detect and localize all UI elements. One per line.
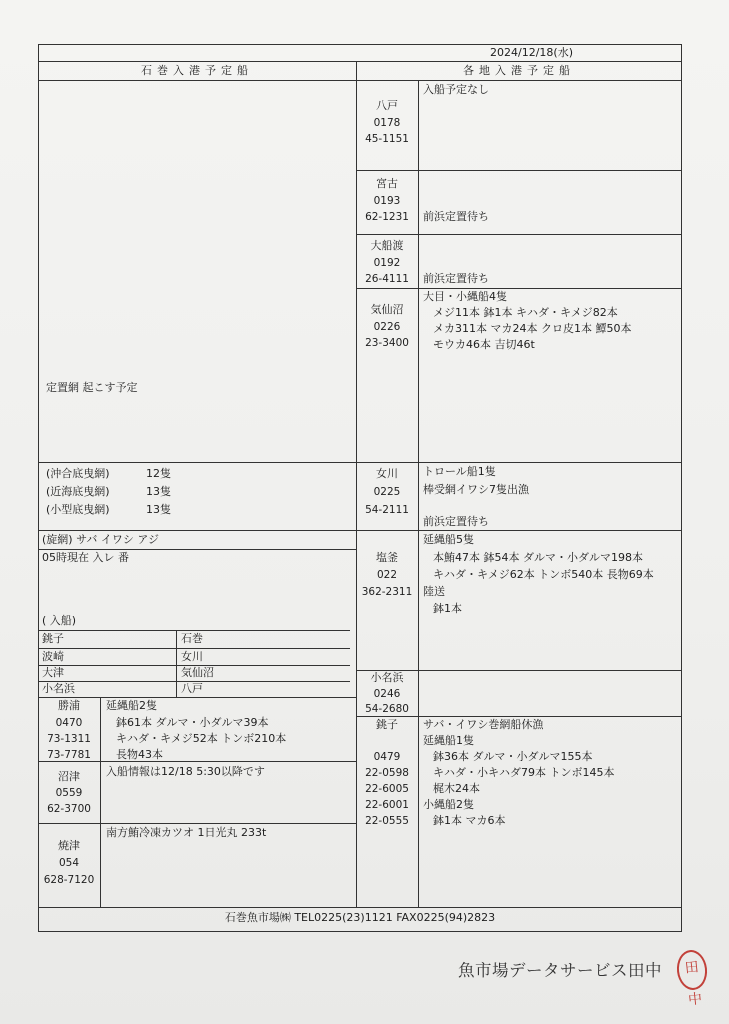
port-right-1: 石巻 xyxy=(181,632,203,645)
tel-choshi-1: 0479 xyxy=(373,751,401,763)
trawl-count-1: 12隻 xyxy=(146,467,171,480)
trawl-count-3: 13隻 xyxy=(146,503,171,516)
tel-yaizu-2: 628-7120 xyxy=(43,874,95,886)
tel-choshi-2: 22-0598 xyxy=(365,767,409,779)
tel-kesennuma-1: 0226 xyxy=(373,321,401,333)
port-name-hachinohe: 八戸 xyxy=(376,99,398,112)
port-name-ofunato: 大船渡 xyxy=(370,239,404,252)
tel-onahama-1: 0246 xyxy=(373,688,401,700)
choshi-line-2: 延縄船1隻 xyxy=(423,734,474,747)
port-right-4: 八戸 xyxy=(181,682,203,695)
choshi-line-1: サバ・イワシ巻網船休漁 xyxy=(423,718,544,731)
tel-yaizu-1: 054 xyxy=(58,857,80,869)
senmo-line: (旋網) サバ イワシ アジ xyxy=(42,533,159,546)
tel-choshi-4: 22-6001 xyxy=(365,799,409,811)
port-left-3: 大津 xyxy=(42,666,64,679)
port-name-shiogama: 塩釜 xyxy=(376,551,398,564)
miyako-line-1: 前浜定置待ち xyxy=(423,210,489,223)
katsuura-line-3: キハダ・キメジ52本 トンボ210本 xyxy=(116,732,287,745)
brand-name: 魚市場データサービス田中 xyxy=(458,961,662,980)
choshi-line-6: 小縄船2隻 xyxy=(423,798,474,811)
port-name-miyako: 宮古 xyxy=(376,177,398,190)
numazu-line-1: 入船情報は12/18 5:30以降です xyxy=(106,765,265,778)
footer-contact: 石巻魚市場㈱ TEL0225(23)1121 FAX0225(94)2823 xyxy=(224,911,496,924)
nyusen-label: ( 入船) xyxy=(42,614,77,627)
tel-ofunato-1: 0192 xyxy=(373,257,401,269)
tel-onagawa-2: 54-2111 xyxy=(365,504,409,516)
tel-hachinohe-2: 45-1151 xyxy=(365,133,409,145)
tel-miyako-2: 62-1231 xyxy=(365,211,409,223)
tel-numazu-1: 0559 xyxy=(55,787,83,799)
kesennuma-line-1: 大目・小縄船4隻 xyxy=(423,290,507,303)
trawl-label-1: (沖合底曳網) xyxy=(46,467,110,480)
hachinohe-line-1: 入船予定なし xyxy=(423,83,489,96)
shiogama-line-3: キハダ・キメジ62本 トンボ540本 長物69本 xyxy=(433,568,654,581)
port-name-numazu: 沼津 xyxy=(58,770,80,783)
tel-katsuura-2: 73-1311 xyxy=(47,733,91,745)
yaizu-line-1: 南方鮪冷凍カツオ 1日光丸 233t xyxy=(106,826,267,839)
shiogama-line-5: 鉢1本 xyxy=(433,602,462,615)
port-left-2: 波崎 xyxy=(42,650,64,663)
onagawa-line-1: トロール船1隻 xyxy=(423,465,496,478)
port-right-3: 気仙沼 xyxy=(181,666,214,679)
shiogama-line-2: 本鮪47本 鉢54本 ダルマ・小ダルマ198本 xyxy=(433,551,643,564)
shiogama-line-1: 延縄船5隻 xyxy=(423,533,474,546)
tel-numazu-2: 62-3700 xyxy=(47,803,91,815)
tel-ofunato-2: 26-4111 xyxy=(365,273,409,285)
port-name-yaizu: 焼津 xyxy=(58,839,80,852)
choshi-line-3: 鉢36本 ダルマ・小ダルマ155本 xyxy=(433,750,593,763)
tel-katsuura-3: 73-7781 xyxy=(47,749,91,761)
shiogama-line-4: 陸送 xyxy=(423,585,445,598)
port-right-2: 女川 xyxy=(181,650,203,663)
choshi-line-7: 鉢1本 マカ6本 xyxy=(433,814,506,827)
onagawa-line-3: 前浜定置待ち xyxy=(423,515,489,528)
port-name-onahama: 小名浜 xyxy=(370,671,404,684)
kesennuma-line-4: モウカ46本 吉切46t xyxy=(433,338,535,351)
katsuura-line-2: 鉢61本 ダルマ・小ダルマ39本 xyxy=(116,716,269,729)
kesennuma-line-3: メカ311本 マカ24本 クロ皮1本 鱏50本 xyxy=(433,322,632,335)
tel-choshi-3: 22-6005 xyxy=(365,783,409,795)
kesennuma-line-2: メジ11本 鉢1本 キハダ・キメジ82本 xyxy=(433,306,618,319)
choshi-line-5: 梶木24本 xyxy=(433,782,480,795)
katsuura-line-4: 長物43本 xyxy=(116,748,163,761)
tel-miyako-1: 0193 xyxy=(373,195,401,207)
port-left-4: 小名浜 xyxy=(42,682,75,695)
trawl-count-2: 13隻 xyxy=(146,485,171,498)
tel-choshi-5: 22-0555 xyxy=(365,815,409,827)
genzai-line: 05時現在 入レ 番 xyxy=(42,551,129,564)
trawl-label-2: (近海底曳網) xyxy=(46,485,110,498)
tel-shiogama-2: 362-2311 xyxy=(361,586,413,598)
trawl-label-3: (小型底曳網) xyxy=(46,503,110,516)
header-other-ports: 各地入港予定船 xyxy=(463,64,575,77)
tel-hachinohe-1: 0178 xyxy=(373,117,401,129)
port-name-katsuura: 勝浦 xyxy=(58,699,80,712)
fax-sheet xyxy=(38,44,682,932)
katsuura-line-1: 延縄船2隻 xyxy=(106,699,157,712)
header-ishinomaki: 石巻入港予定船 xyxy=(141,64,253,77)
tel-kesennuma-2: 23-3400 xyxy=(365,337,409,349)
tel-onagawa-1: 0225 xyxy=(373,486,401,498)
port-left-1: 銚子 xyxy=(42,632,64,645)
port-name-kesennuma: 気仙沼 xyxy=(370,303,404,316)
name-stamp: 田中 xyxy=(675,949,709,992)
onagawa-line-2: 棒受網イワシ7隻出漁 xyxy=(423,483,529,496)
tel-onahama-2: 54-2680 xyxy=(365,703,409,715)
port-name-choshi: 銚子 xyxy=(376,718,398,731)
report-date: 2024/12/18(水) xyxy=(490,46,573,59)
tel-katsuura-1: 0470 xyxy=(55,717,83,729)
ofunato-line-1: 前浜定置待ち xyxy=(423,272,489,285)
teichi-note: 定置網 起こす予定 xyxy=(46,381,138,394)
tel-shiogama-1: 022 xyxy=(376,569,398,581)
choshi-line-4: キハダ・小キハダ79本 トンボ145本 xyxy=(433,766,615,779)
port-name-onagawa: 女川 xyxy=(376,467,398,480)
